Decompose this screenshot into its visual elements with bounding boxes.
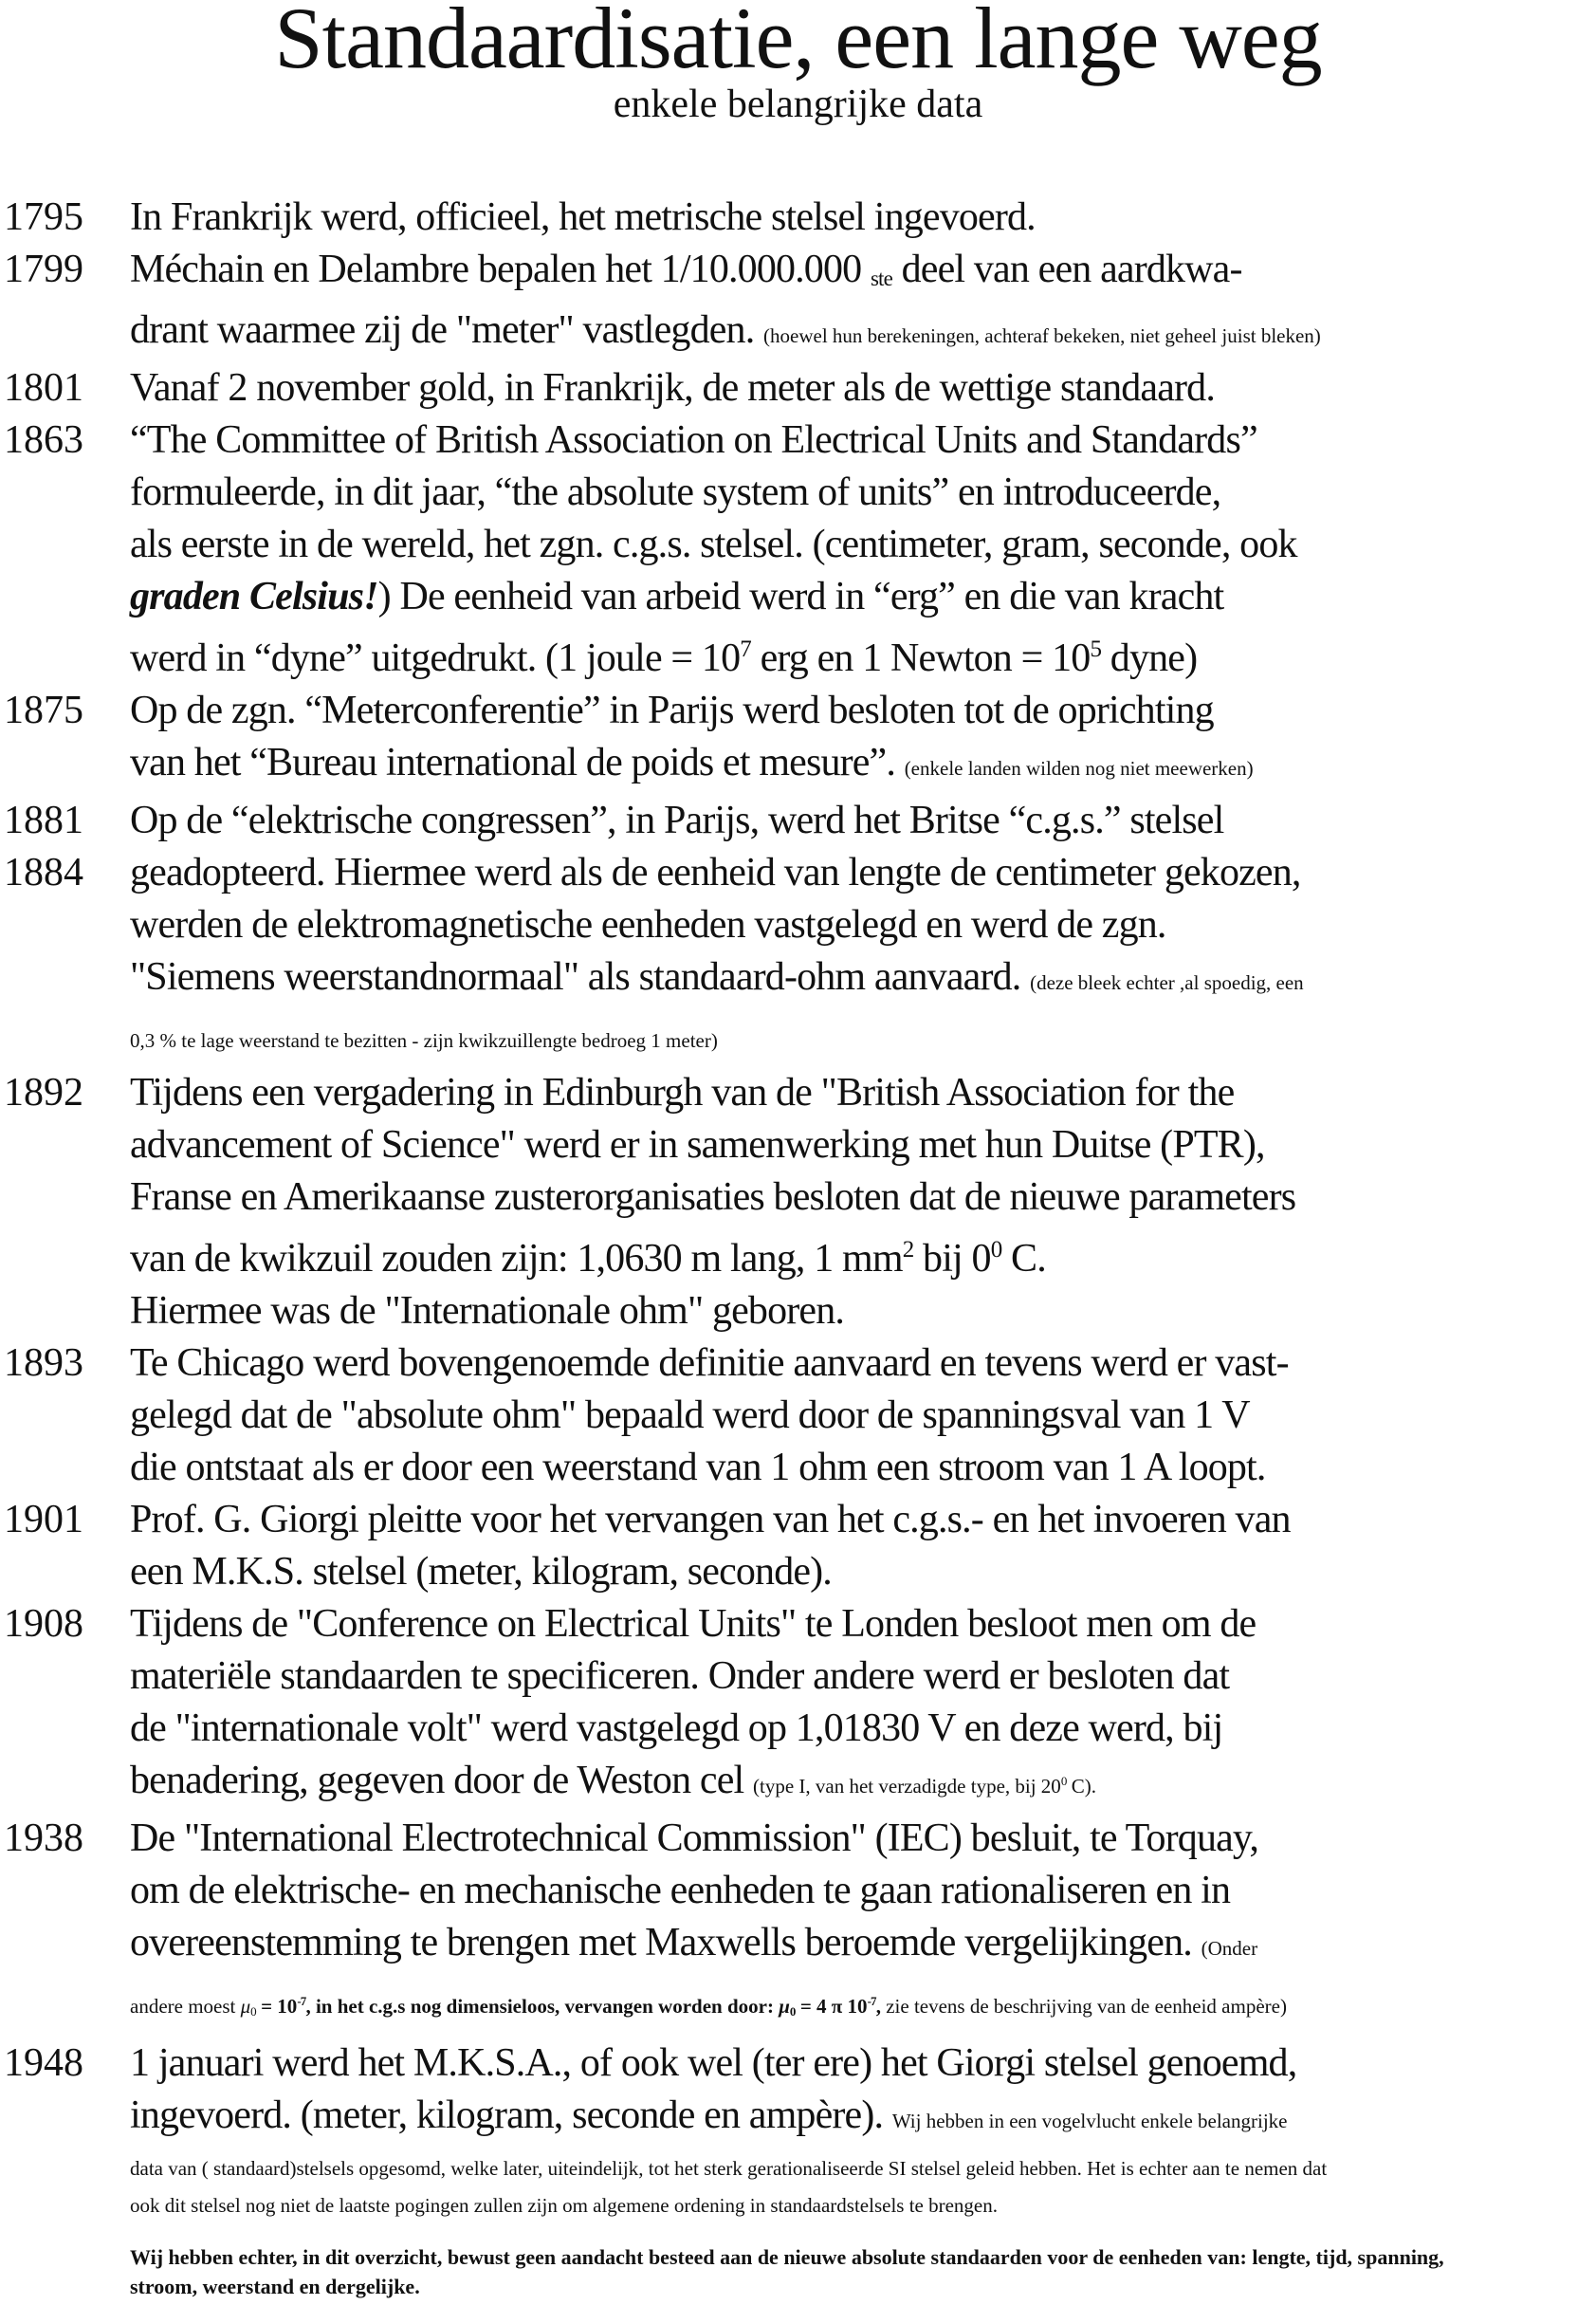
entry-line [130,244,1596,304]
entry-line [130,1598,1596,1650]
entry-year: 1901 [4,1498,83,1541]
text-segment: μ [240,1995,251,2018]
text-segment: In Frankrijk werd, officieel, het metrische stelsel ingevoerd. [130,195,1036,239]
entry-content [130,1598,1596,1813]
entry-years [0,1337,130,1390]
entry-line [130,685,1596,737]
text-segment: van het “Bureau international de poids et mesure”. [130,741,905,784]
entry-years [0,362,130,415]
entry-line [130,519,1596,571]
text-segment: die ontstaat als er door een weerstand van 1 ohm een stroom van 1 A loopt. [130,1446,1266,1489]
text-segment: graden Celsius! [130,575,378,618]
text-segment: stroom, weerstand en dergelijke. [130,2275,420,2298]
entry-year: 1799 [4,248,83,291]
text-segment: De "International Electrotechnical Commission" (IEC) besluit, te Torquay, [130,1816,1259,1860]
text-segment: ) De eenheid van arbeid werd in “erg” en die van kracht [377,575,1224,618]
entry-years [0,1813,130,1865]
text-segment: , in het c.g.s nog dimensieloos, vervangen worden door: [305,1995,780,2018]
entry-content [130,795,1596,1067]
entry-line [130,467,1596,519]
timeline-entry [0,685,1596,795]
text-segment: erg en 1 Newton = 10 [750,636,1091,680]
text-segment: Wij hebben echter, in dit overzicht, bewust geen aandacht besteed aan de nieuwe absolute standaarden voor de eenheden van: lengte, tijd, spanning, [130,2245,1444,2269]
text-segment: Wij hebben in een vogelvlucht enkele belangrijke [891,2110,1288,2132]
text-segment: formuleerde, in dit jaar, “the absolute system of units” en introduceerde, [130,470,1221,514]
timeline-entry [0,795,1596,1067]
entry-line [130,1390,1596,1442]
entry-years [0,2038,130,2090]
entry-line [130,1442,1596,1494]
entry-years [0,795,130,899]
text-segment: data van ( standaard)stelsels opgesomd, welke later, uiteindelijk, tot het sterk gerationaliseerde SI stelsel geleid hebben. Het is echter aan te nemen dat [130,2157,1328,2180]
entry-content [130,362,1596,415]
text-segment: Méchain en Delambre bepalen het 1/10.000.000 [130,248,871,291]
text-segment: benadering, gegeven door de Weston cel [130,1759,753,1802]
entry-line [130,1067,1596,1119]
text-segment: (type I, van het verzadigde type, bij 20 [753,1775,1061,1798]
entry-line [130,1917,1596,1975]
text-segment: 0 [1060,1774,1067,1788]
entry-year: 1908 [4,1602,83,1646]
text-segment: Hiermee was de "Internationale ohm" geboren. [130,1289,845,1333]
text-segment: μ [779,1995,790,2018]
entry-line [130,1285,1596,1337]
text-segment: materiële standaarden te specificeren. Onder andere werd er besloten dat [130,1654,1230,1698]
entry-line [130,623,1596,685]
text-segment: C). [1066,1775,1096,1798]
entry-line [130,1224,1596,1285]
text-segment: = 4 π 10 [795,1995,868,2018]
entry-year: 1881 [4,799,83,842]
text-segment: 2 [902,1237,914,1263]
entry-content [130,685,1596,795]
entry-line [130,1755,1596,1813]
entry-year: 1884 [4,851,83,894]
text-segment: 1 januari werd het M.K.S.A., of ook wel (ter ere) het Giorgi stelsel genoemd, [130,2041,1297,2085]
text-segment: 0 [990,1237,1002,1263]
text-segment: andere moest [130,1995,241,2018]
entry-line [130,1975,1596,2038]
entry-line [130,951,1596,1009]
text-segment: Franse en Amerikaanse zusterorganisaties besloten dat de nieuwe parameters [130,1175,1296,1219]
text-segment: ingevoerd. (meter, kilogram, seconde en ampère). [130,2093,892,2137]
text-segment: , [875,1995,881,2018]
text-segment: drant waarmee zij de "meter" vastlegden. [130,308,764,352]
entry-line [130,737,1596,795]
text-segment: ste [870,267,892,290]
text-segment: geadopteerd. Hiermee werd als de eenheid van lengte de centimeter gekozen, [130,851,1301,894]
footer-note [0,2242,1596,2301]
timeline-entry [0,244,1596,362]
timeline-entry [0,192,1596,244]
entry-years [0,1494,130,1546]
entry-line [130,415,1596,467]
entry-year: 1893 [4,1341,83,1385]
text-segment: -7 [867,1994,876,2008]
entry-year: 1938 [4,1816,83,1860]
text-segment: advancement of Science" werd er in samenwerking met hun Duitse (PTR), [130,1123,1265,1167]
text-segment: de "internationale volt" werd vastgelegd op 1,01830 V en deze werd, bij [130,1706,1223,1750]
entry-line [130,1813,1596,1865]
entry-line [130,1650,1596,1703]
entry-content [130,192,1596,244]
entry-line [130,1703,1596,1755]
text-segment: 5 [1090,636,1102,662]
text-segment: een M.K.S. stelsel (meter, kilogram, seconde). [130,1550,832,1594]
entry-line [130,1865,1596,1917]
entry-content [130,415,1596,685]
entry-line [130,847,1596,899]
entry-line [130,304,1596,362]
entry-year: 1875 [4,689,83,732]
text-segment: 0 [789,2004,796,2019]
text-segment: als eerste in de wereld, het zgn. c.g.s. stelsel. (centimeter, gram, seconde, ook [130,523,1297,566]
entry-line [130,1337,1596,1390]
entry-line [130,899,1596,951]
text-segment: om de elektrische- en mechanische eenheden te gaan rationaliseren en in [130,1869,1231,1912]
entry-line [130,2038,1596,2090]
entry-line [130,1546,1596,1598]
timeline-entry [0,1494,1596,1598]
entry-year: 1863 [4,418,83,462]
entry-line [130,362,1596,415]
text-segment: Prof. G. Giorgi pleitte voor het vervangen van het c.g.s.- en het invoeren van [130,1498,1291,1541]
text-segment: "Siemens weerstandnormaal" als standaard-ohm aanvaard. [130,955,1031,999]
text-segment: gelegd dat de "absolute ohm" bepaald werd door de spanningsval van 1 V [130,1393,1250,1437]
text-segment: C. [1001,1237,1046,1281]
entry-content [130,1067,1596,1337]
entry-years [0,192,130,244]
entry-line [130,2185,1596,2222]
text-segment: overeenstemming te brengen met Maxwells beroemde vergelijkingen. [130,1921,1202,1964]
entry-line [130,795,1596,847]
timeline-entry [0,1598,1596,1813]
text-segment: (deze bleek echter ,al spoedig, een [1030,971,1304,994]
text-segment: (hoewel hun berekeningen, achteraf bekeken, niet geheel juist bleken) [763,324,1321,347]
footer-line [130,2272,1596,2301]
text-segment: werden de elektromagnetische eenheden vastgelegd en werd de zgn. [130,903,1166,947]
entry-years [0,685,130,737]
entry-content [130,2038,1596,2222]
text-segment: “The Committee of British Association on Electrical Units and Standards” [130,418,1257,462]
entry-line [130,571,1596,623]
text-segment: Vanaf 2 november gold, in Frankrijk, de meter als de wettige standaard. [130,366,1215,410]
entry-line [130,192,1596,244]
timeline-entry [0,1067,1596,1337]
entry-content [130,244,1596,362]
entry-content [130,1337,1596,1494]
text-segment: Tijdens een vergadering in Edinburgh van de "British Association for the [130,1071,1235,1115]
text-segment: 0,3 % te lage weerstand te bezitten - zijn kwikzuillengte bedroeg 1 meter) [130,1029,718,1052]
entry-year: 1801 [4,366,83,410]
text-segment: 7 [740,636,751,662]
entry-line [130,2148,1596,2185]
entry-years [0,1067,130,1119]
text-segment: deel van een aardkwa- [891,248,1242,291]
page-subtitle: enkele belangrijke data [613,83,983,126]
text-segment: van de kwikzuil zouden zijn: 1,0630 m lang, 1 mm [130,1237,903,1281]
entry-years [0,1598,130,1650]
text-segment: Tijdens de "Conference on Electrical Units" te Londen besloot men om de [130,1602,1257,1646]
timeline [0,192,1596,2222]
text-segment: (enkele landen wilden nog niet meewerken) [904,757,1254,780]
entry-line [130,1171,1596,1224]
text-segment: Te Chicago werd bovengenoemde definitie aanvaard en tevens werd er vast- [130,1341,1289,1385]
entry-line [130,1119,1596,1171]
entry-year: 1795 [4,195,83,239]
timeline-entry [0,415,1596,685]
text-segment: Op de zgn. “Meterconferentie” in Parijs werd besloten tot de oprichting [130,689,1214,732]
text-segment: ook dit stelsel nog niet de laatste pogingen zullen zijn om algemene ordening in standaardstelsels te brengen. [130,2194,998,2217]
entry-content [130,1813,1596,2038]
text-segment: bij 0 [913,1237,991,1281]
entry-year: 1892 [4,1071,83,1115]
text-segment: (Onder [1201,1937,1258,1960]
entry-line [130,1494,1596,1546]
entry-line [130,1009,1596,1067]
document-header [0,0,1596,129]
footer-content [130,2242,1596,2301]
entry-years [0,244,130,296]
page-title: Standaardisatie, een lange weg [274,0,1322,86]
timeline-entry [0,2038,1596,2222]
footer-line [130,2242,1596,2272]
text-segment: = 10 [255,1995,298,2018]
text-segment: werd in “dyne” uitgedrukt. (1 joule = 10 [130,636,741,680]
text-segment: dyne) [1101,636,1198,680]
timeline-entry [0,1337,1596,1494]
text-segment: 0 [250,2004,256,2019]
timeline-entry [0,362,1596,415]
entry-years [0,415,130,467]
entry-year: 1948 [4,2041,83,2085]
entry-content [130,1494,1596,1598]
text-segment: zie tevens de beschrijving van de eenheid ampère) [880,1995,1287,2018]
text-segment: Op de “elektrische congressen”, in Parijs, werd het Britse “c.g.s.” stelsel [130,799,1224,842]
text-segment: -7 [297,1994,306,2008]
entry-line [130,2090,1596,2148]
timeline-entry [0,1813,1596,2038]
